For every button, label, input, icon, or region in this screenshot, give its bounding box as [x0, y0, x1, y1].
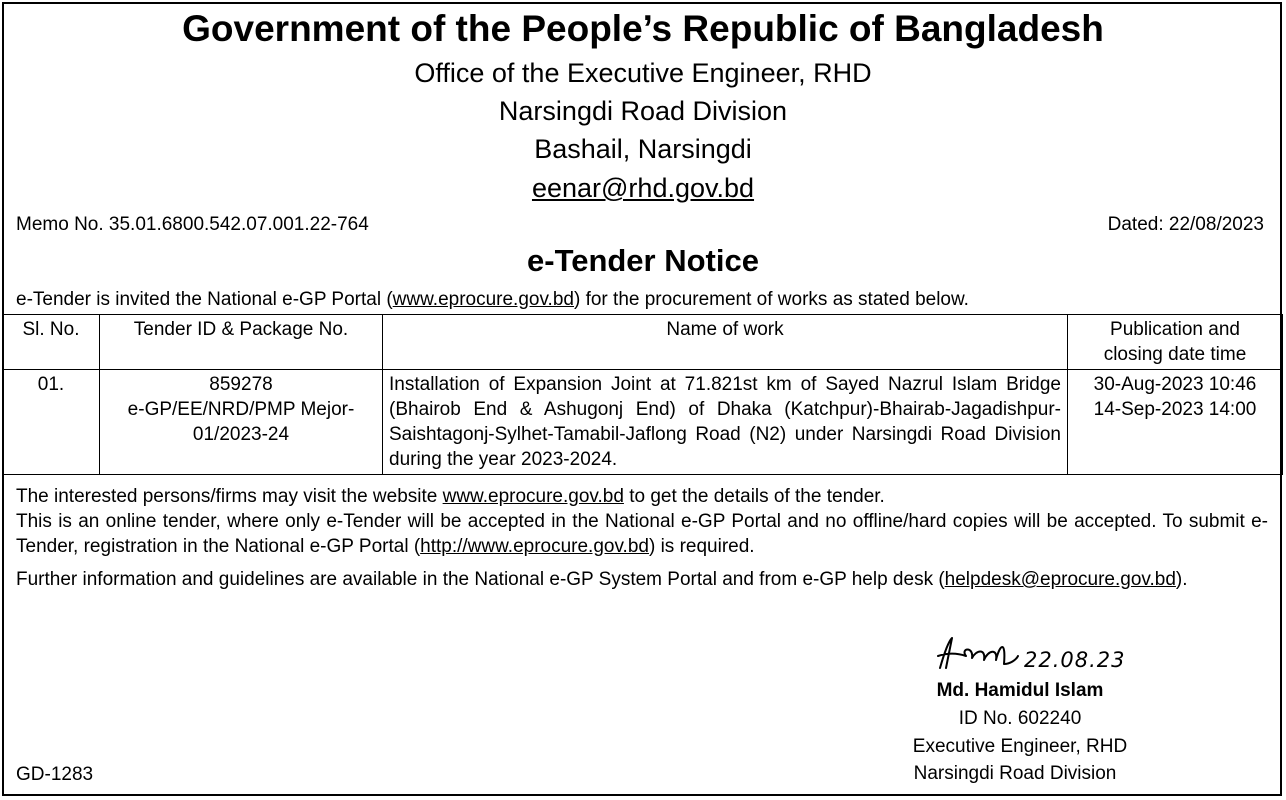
memo-date: Dated: 22/08/2023	[1107, 214, 1264, 235]
intro-after: ) for the procurement of works as stated below.	[573, 289, 969, 310]
p3-before: Further information and guidelines are available in the National e-GP System Portal and from e-GP help desk (	[16, 569, 945, 590]
handwritten-date: 22.08.23	[1024, 648, 1126, 672]
row-publication-date: 30-Aug-2023 10:46	[1093, 374, 1257, 395]
row-package-line1: e-GP/EE/NRD/PMP Mejor-	[127, 399, 355, 420]
header-sl-no: Sl. No.	[3, 315, 100, 370]
division-name: Narsingdi Road Division	[498, 96, 788, 126]
eprocure-link[interactable]: www.eprocure.gov.bd	[392, 289, 574, 310]
row-package-line2: 01/2023-24	[192, 424, 290, 445]
memo-number: Memo No. 35.01.6800.542.07.001.22-764	[16, 214, 369, 235]
signer-designation: Executive Engineer, RHD	[912, 736, 1128, 757]
row-tender-cell	[100, 370, 383, 475]
paragraph-further-info	[16, 567, 1268, 592]
table-header-row	[3, 315, 1283, 370]
header-date-line2: closing date time	[1103, 344, 1247, 365]
tender-table	[2, 314, 1283, 475]
header-date-line1: Publication and	[1110, 319, 1240, 340]
p2-eprocure-link[interactable]: http://www.eprocure.gov.bd	[420, 536, 649, 557]
notice-title: e-Tender Notice	[527, 243, 759, 278]
office-email-link[interactable]: eenar@rhd.gov.bd	[531, 173, 755, 203]
row-date-cell	[1068, 370, 1283, 475]
paragraph-online-tender	[16, 509, 1268, 559]
row-sl-no: 01.	[3, 370, 100, 475]
signer-name: Md. Hamidul Islam	[936, 680, 1104, 701]
signer-id: ID No. 602240	[958, 708, 1082, 729]
row-tender-id: 859278	[209, 374, 273, 395]
signer-division: Narsingdi Road Division	[913, 763, 1117, 784]
p3-after: ).	[1175, 569, 1188, 590]
p2-before: This is an online tender, where only e-Tender will be accepted in the National e-GP Portal and no offline/hard copies will be accepted. To submit e-Tender, registration in the National e-GP Portal (	[16, 511, 1268, 557]
p1-after: to get the details of the tender.	[623, 486, 885, 507]
row-closing-date: 14-Sep-2023 14:00	[1093, 399, 1257, 420]
office-email-wrap	[0, 173, 1286, 204]
p3-helpdesk-link[interactable]: helpdesk@eprocure.gov.bd	[944, 569, 1176, 590]
p1-before: The interested persons/firms may visit the website	[16, 486, 443, 507]
p1-eprocure-link[interactable]: www.eprocure.gov.bd	[442, 486, 624, 507]
intro-before: e-Tender is invited the National e-GP Portal (	[16, 289, 393, 310]
p2-after: ) is required.	[648, 536, 755, 557]
office-location: Bashail, Narsingdi	[534, 134, 752, 164]
row-name-of-work: Installation of Expansion Joint at 71.821st km of Sayed Nazrul Islam Bridge (Bhairob End & Ashugonj End) of Dhaka (Katchpur)-Bhairab-Jagadishpur-Saishtagonj-Sylhet-Tamabil-Jaflong Road (N2) under Narsingdi Road Division during the year 2023-2024.	[383, 370, 1068, 475]
intro-text	[16, 289, 969, 311]
government-title: Government of the People’s Republic of Bangladesh	[182, 8, 1104, 49]
header-date-time	[1068, 315, 1283, 370]
paragraph-website	[16, 484, 1268, 509]
office-name: Office of the Executive Engineer, RHD	[414, 58, 872, 88]
table-row	[3, 370, 1283, 475]
header-tender-id: Tender ID & Package No.	[100, 315, 383, 370]
header-name-of-work: Name of work	[383, 315, 1068, 370]
footer-code: GD-1283	[16, 764, 94, 785]
handwritten-signature-icon	[930, 634, 1030, 674]
